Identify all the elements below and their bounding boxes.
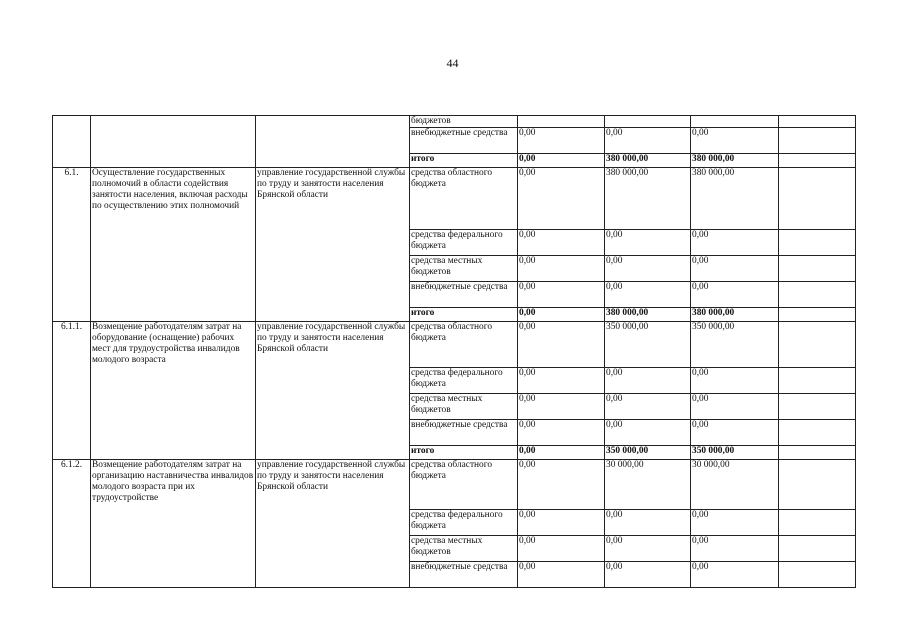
- empty-cell: [779, 230, 856, 256]
- empty-cell: [779, 322, 856, 368]
- amount-cell: 0,00: [518, 308, 605, 322]
- funding-source-cell: внебюджетные средства: [410, 282, 518, 308]
- item-executor: управление государственной службы по труду и занятости населения Брянской области: [256, 168, 410, 322]
- amount-cell: 380 000,00: [691, 308, 779, 322]
- empty-cell: [779, 368, 856, 394]
- funding-source-cell: итого: [410, 446, 518, 460]
- amount-cell: 0,00: [518, 154, 605, 168]
- amount-cell: 0,00: [605, 394, 691, 420]
- table-body: [53, 116, 856, 588]
- funding-source-cell: средства местных бюджетов: [410, 394, 518, 420]
- item-code: 6.1.1.: [53, 322, 91, 460]
- amount-cell: 350 000,00: [605, 446, 691, 460]
- amount-cell: [605, 116, 691, 128]
- amount-cell: 0,00: [605, 282, 691, 308]
- amount-cell: 0,00: [605, 510, 691, 536]
- funding-source-cell: внебюджетные средства: [410, 420, 518, 446]
- table-row: [53, 116, 856, 128]
- item-name: Осуществление государственных полномочий в области содействия занятости населения, включая расходы по осуществлению этих полномочий: [91, 168, 256, 322]
- empty-cell: [779, 536, 856, 562]
- funding-source-cell: итого: [410, 308, 518, 322]
- funding-source-cell: средства местных бюджетов: [410, 536, 518, 562]
- amount-cell: 0,00: [691, 394, 779, 420]
- empty-cell: [779, 282, 856, 308]
- funding-source-cell: средства областного бюджета: [410, 460, 518, 510]
- amount-cell: 0,00: [691, 230, 779, 256]
- amount-cell: 0,00: [518, 536, 605, 562]
- empty-cell: [779, 446, 856, 460]
- empty-cell: [779, 168, 856, 230]
- item-code: 6.1.: [53, 168, 91, 322]
- table-row: [53, 460, 856, 510]
- amount-cell: 380 000,00: [691, 154, 779, 168]
- amount-cell: 0,00: [605, 230, 691, 256]
- item-executor: управление государственной службы по труду и занятости населения Брянской области: [256, 460, 410, 588]
- amount-cell: 380 000,00: [605, 168, 691, 230]
- amount-cell: 0,00: [691, 420, 779, 446]
- page-number: 44: [446, 56, 459, 70]
- funding-source-cell: средства федерального бюджета: [410, 368, 518, 394]
- budget-table: [52, 115, 856, 588]
- amount-cell: 0,00: [691, 368, 779, 394]
- funding-source-cell: средства областного бюджета: [410, 168, 518, 230]
- item-name: Возмещение работодателям затрат на организацию наставничества инвалидов молодого возраста при их трудоустройстве: [91, 460, 256, 588]
- empty-cell: [779, 510, 856, 536]
- table-row: [53, 168, 856, 230]
- amount-cell: 350 000,00: [691, 446, 779, 460]
- amount-cell: 0,00: [605, 562, 691, 588]
- amount-cell: 0,00: [518, 562, 605, 588]
- amount-cell: 0,00: [691, 562, 779, 588]
- empty-cell: [779, 394, 856, 420]
- funding-source-cell: внебюджетные средства: [410, 562, 518, 588]
- amount-cell: 0,00: [605, 368, 691, 394]
- empty-cell: [779, 154, 856, 168]
- amount-cell: 0,00: [518, 460, 605, 510]
- amount-cell: 0,00: [605, 536, 691, 562]
- empty-cell: [779, 460, 856, 510]
- funding-source-cell: средства местных бюджетов: [410, 256, 518, 282]
- amount-cell: 0,00: [691, 128, 779, 154]
- amount-cell: 0,00: [518, 256, 605, 282]
- amount-cell: 0,00: [605, 256, 691, 282]
- executor-cell: [256, 116, 410, 168]
- amount-cell: 0,00: [518, 420, 605, 446]
- amount-cell: 0,00: [518, 446, 605, 460]
- amount-cell: 380 000,00: [691, 168, 779, 230]
- amount-cell: [518, 116, 605, 128]
- amount-cell: 0,00: [691, 536, 779, 562]
- funding-source-cell: итого: [410, 154, 518, 168]
- empty-cell: [779, 308, 856, 322]
- amount-cell: 0,00: [605, 420, 691, 446]
- table-row: [53, 322, 856, 368]
- amount-cell: 30 000,00: [691, 460, 779, 510]
- code-cell: [53, 116, 91, 168]
- item-code: 6.1.2.: [53, 460, 91, 588]
- amount-cell: 350 000,00: [691, 322, 779, 368]
- name-cell: [91, 116, 256, 168]
- funding-source-cell: внебюджетные средства: [410, 128, 518, 154]
- empty-cell: [779, 128, 856, 154]
- amount-cell: 0,00: [518, 368, 605, 394]
- amount-cell: 380 000,00: [605, 308, 691, 322]
- empty-cell: [779, 116, 856, 128]
- amount-cell: 380 000,00: [605, 154, 691, 168]
- funding-source-cell: средства федерального бюджета: [410, 230, 518, 256]
- amount-cell: 0,00: [518, 168, 605, 230]
- empty-cell: [779, 256, 856, 282]
- funding-source-cell: средства федерального бюджета: [410, 510, 518, 536]
- amount-cell: 0,00: [518, 394, 605, 420]
- amount-cell: 0,00: [518, 322, 605, 368]
- funding-source-cell: бюджетов: [410, 116, 518, 128]
- item-executor: управление государственной службы по труду и занятости населения Брянской области: [256, 322, 410, 460]
- amount-cell: 0,00: [518, 128, 605, 154]
- amount-cell: 0,00: [518, 230, 605, 256]
- empty-cell: [779, 562, 856, 588]
- amount-cell: 350 000,00: [605, 322, 691, 368]
- amount-cell: 30 000,00: [605, 460, 691, 510]
- funding-source-cell: средства областного бюджета: [410, 322, 518, 368]
- item-name: Возмещение работодателям затрат на оборудование (оснащение) рабочих мест для трудоустройства инвалидов молодого возраста: [91, 322, 256, 460]
- amount-cell: [691, 116, 779, 128]
- amount-cell: 0,00: [691, 256, 779, 282]
- amount-cell: 0,00: [691, 282, 779, 308]
- amount-cell: 0,00: [691, 510, 779, 536]
- empty-cell: [779, 420, 856, 446]
- amount-cell: 0,00: [518, 282, 605, 308]
- amount-cell: 0,00: [605, 128, 691, 154]
- amount-cell: 0,00: [518, 510, 605, 536]
